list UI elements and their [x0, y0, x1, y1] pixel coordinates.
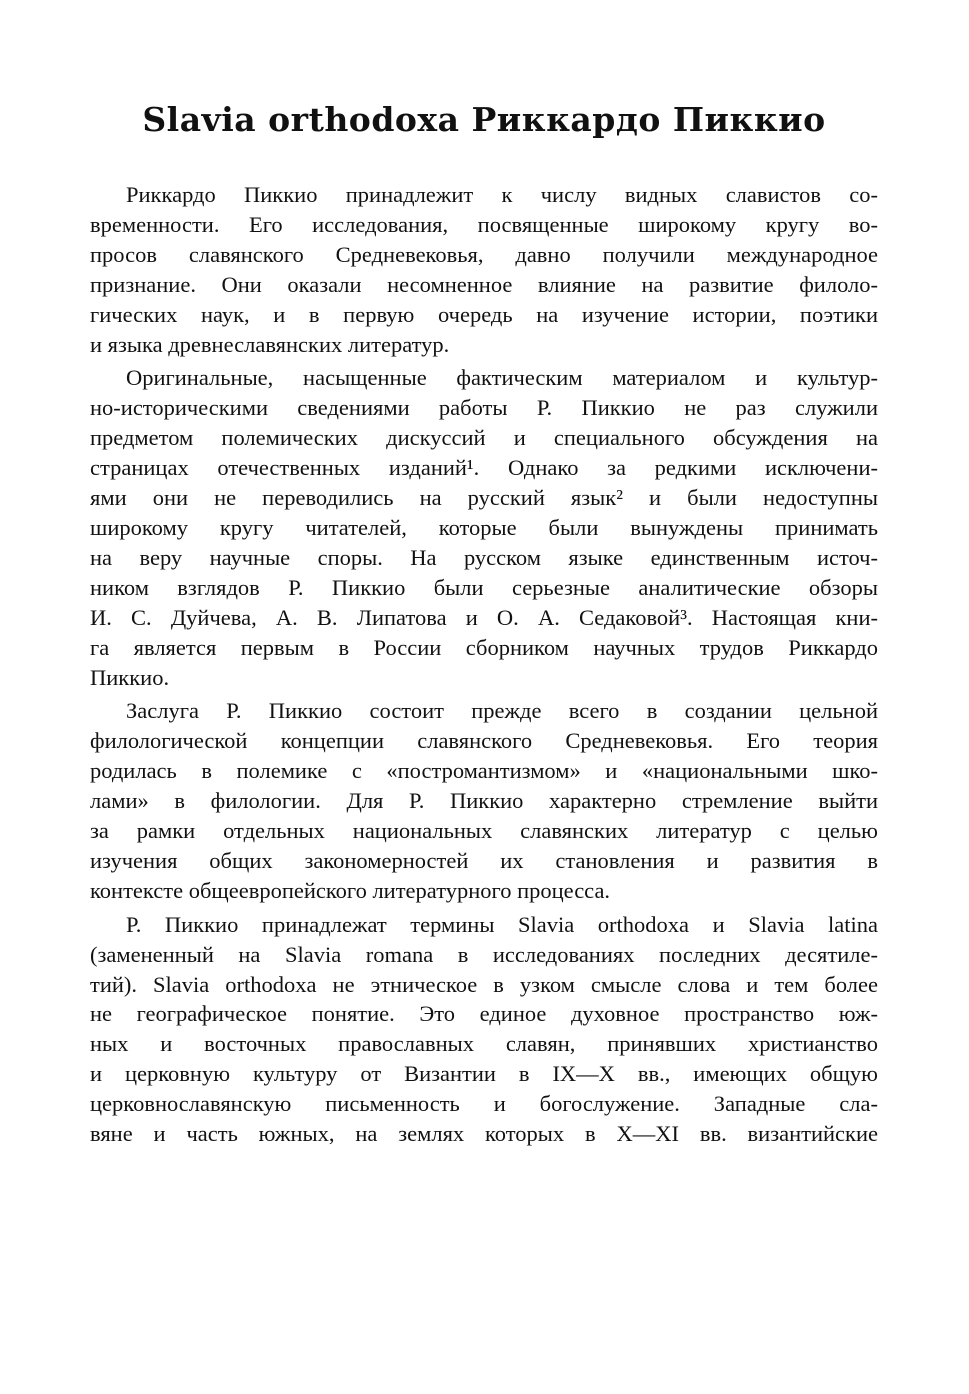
text-line: филологической концепции славянского Средневековья. Его теория — [90, 728, 878, 754]
text-line: и церковную культуру от Византии в IX—X вв., имеющих общую — [90, 1061, 878, 1087]
text-line: тий). Slavia orthodoxa не этническое в узком смысле слова и тем более — [90, 971, 878, 997]
text-line: широкому кругу читателей, которые были вынуждены принимать — [90, 514, 878, 540]
text-line: церковнославянскую письменность и богослужение. Западные сла- — [90, 1091, 878, 1117]
text-line: ями они не переводились на русский язык² и были недоступны — [90, 485, 878, 511]
text-line: Р. Пиккио принадлежат термины Slavia orthodoxa и Slavia latina — [126, 911, 878, 937]
text-line: родилась в полемике с «постромантизмом» и «национальными шко- — [90, 758, 878, 784]
paragraph — [90, 363, 878, 692]
text-line: ником взглядов Р. Пиккио были серьезные аналитические обзоры — [90, 574, 878, 600]
text-line: (замененный на Slavia romana в исследованиях последних десятиле- — [90, 941, 878, 967]
text-line: страницах отечественных изданий¹. Однако за редкими исключени- — [90, 455, 878, 481]
text-line: ных и восточных православных славян, принявших христианство — [90, 1031, 878, 1057]
text-line: контексте общеевропейского литературного процесса. — [90, 877, 611, 903]
body-text — [90, 180, 878, 1153]
text-line: гических наук, и в первую очередь на изучение истории, поэтики — [90, 301, 878, 327]
text-line: признание. Они оказали несомненное влияние на развитие филоло- — [90, 271, 878, 297]
text-line: вяне и часть южных, на землях которых в X—XI вв. византийские — [90, 1121, 878, 1147]
page-title: Slavia orthodoxa Риккардо Пиккио — [142, 100, 826, 139]
text-line: Пиккио. — [90, 664, 170, 690]
text-line: на веру научные споры. На русском языке единственным источ- — [90, 544, 878, 570]
text-line: и языка древнеславянских литератур. — [90, 331, 450, 357]
text-line: И. С. Дуйчева, А. В. Липатова и О. А. Седаковой³. Настоящая кни- — [90, 604, 878, 630]
paragraph — [90, 910, 878, 1149]
text-line: га является первым в России сборником научных трудов Риккардо — [90, 634, 878, 660]
text-line: Риккардо Пиккио принадлежит к числу видных славистов со- — [126, 182, 878, 207]
text-line: просов славянского Средневековья, давно получили международное — [90, 241, 878, 267]
text-line: Оригинальные, насыщенные фактическим материалом и культур- — [126, 365, 878, 391]
paragraph — [90, 180, 878, 359]
text-line: предметом полемических дискуссий и специального обсуждения на — [90, 425, 878, 451]
text-line: Заслуга Р. Пиккио состоит прежде всего в создании цельной — [126, 698, 878, 724]
text-line: временности. Его исследования, посвященные широкому кругу во- — [90, 211, 878, 237]
text-line: за рамки отдельных национальных славянских литератур с целью — [90, 818, 878, 844]
text-line: не географическое понятие. Это единое духовное пространство юж- — [90, 1001, 878, 1027]
text-line: изучения общих закономерностей их становления и развития в — [90, 847, 878, 873]
text-line: но-историческими сведениями работы Р. Пиккио не раз служили — [90, 395, 878, 421]
paragraph — [90, 696, 878, 905]
text-line: лами» в филологии. Для Р. Пиккио характерно стремление выйти — [90, 788, 878, 814]
